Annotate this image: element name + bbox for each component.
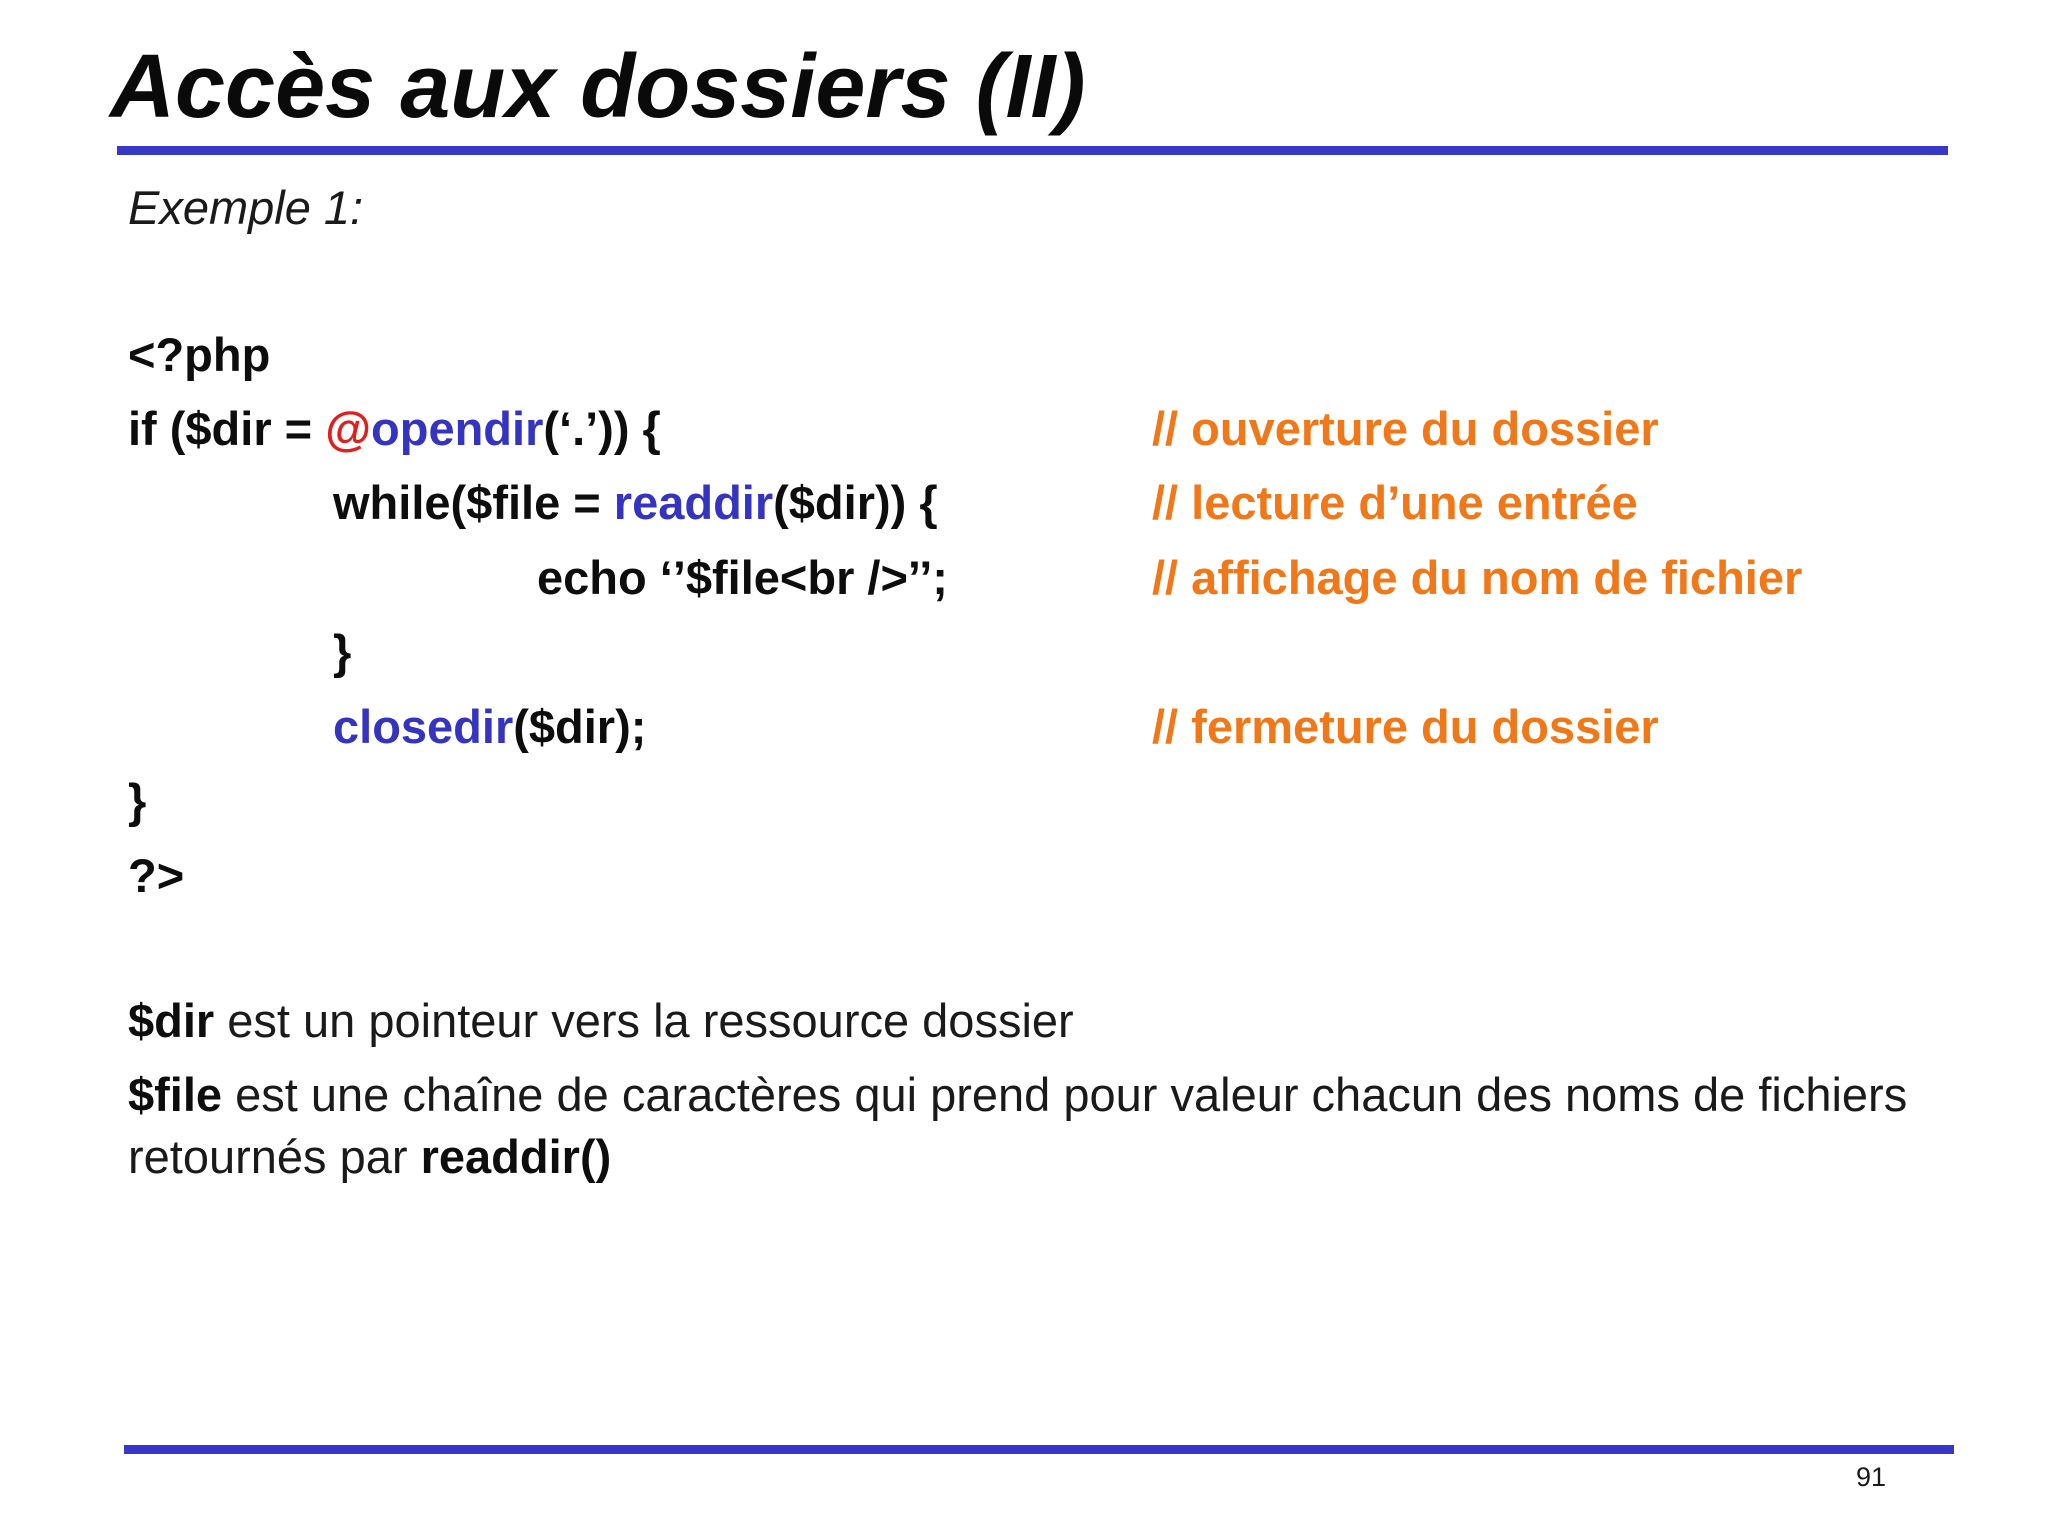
code-php-open: <?php	[128, 328, 271, 381]
code-line-8	[128, 849, 185, 902]
code-line-5	[333, 625, 352, 678]
comment-echo: // affichage du nom de fichier	[1152, 551, 1803, 604]
comment-closedir: // fermeture du dossier	[1152, 700, 1659, 753]
comment-opendir: // ouverture du dossier	[1152, 402, 1659, 455]
code-line-4	[537, 551, 948, 604]
code-opendir-args: (‘.’)) {	[543, 402, 661, 455]
note-file	[128, 1064, 1928, 1188]
note-file-term: $file	[128, 1068, 223, 1121]
code-error-suppress: @	[325, 402, 372, 455]
page-number: 91	[1856, 1462, 1887, 1492]
code-line-2	[128, 402, 661, 455]
code-readdir-args: ($dir)) {	[773, 476, 938, 529]
code-if-text: if ($dir =	[128, 402, 326, 455]
comment-readdir: // lecture d’une entrée	[1152, 476, 1638, 529]
slide-title: Accès aux dossiers (II)	[110, 37, 1086, 137]
code-line-7	[128, 774, 147, 827]
code-line-3	[333, 476, 938, 529]
example-label: Exemple 1:	[128, 181, 364, 234]
code-line-6	[333, 700, 647, 753]
note-dir-text: est un pointeur vers la ressource dossier	[214, 994, 1074, 1047]
note-dir-term: $dir	[128, 994, 215, 1047]
title-rule	[117, 146, 1948, 155]
code-closedir-args: ($dir);	[513, 700, 647, 753]
code-while-close: }	[333, 625, 352, 678]
code-readdir-fn: readdir	[613, 476, 774, 529]
code-while-text: while($file =	[333, 476, 614, 529]
code-opendir-fn: opendir	[371, 402, 544, 455]
code-echo-text: echo ‘’$file<br />’’;	[537, 551, 948, 604]
note-file-text: est une chaîne de caractères qui prend pour valeur chacun des noms de fichiers retournés par	[128, 1068, 1908, 1183]
code-line-1	[128, 328, 271, 381]
footer-rule	[124, 1445, 1954, 1454]
note-dir	[128, 990, 1928, 1052]
code-if-close: }	[128, 774, 147, 827]
code-closedir-fn: closedir	[333, 700, 514, 753]
note-readdir-term: readdir()	[420, 1130, 612, 1183]
code-php-close: ?>	[128, 849, 185, 902]
